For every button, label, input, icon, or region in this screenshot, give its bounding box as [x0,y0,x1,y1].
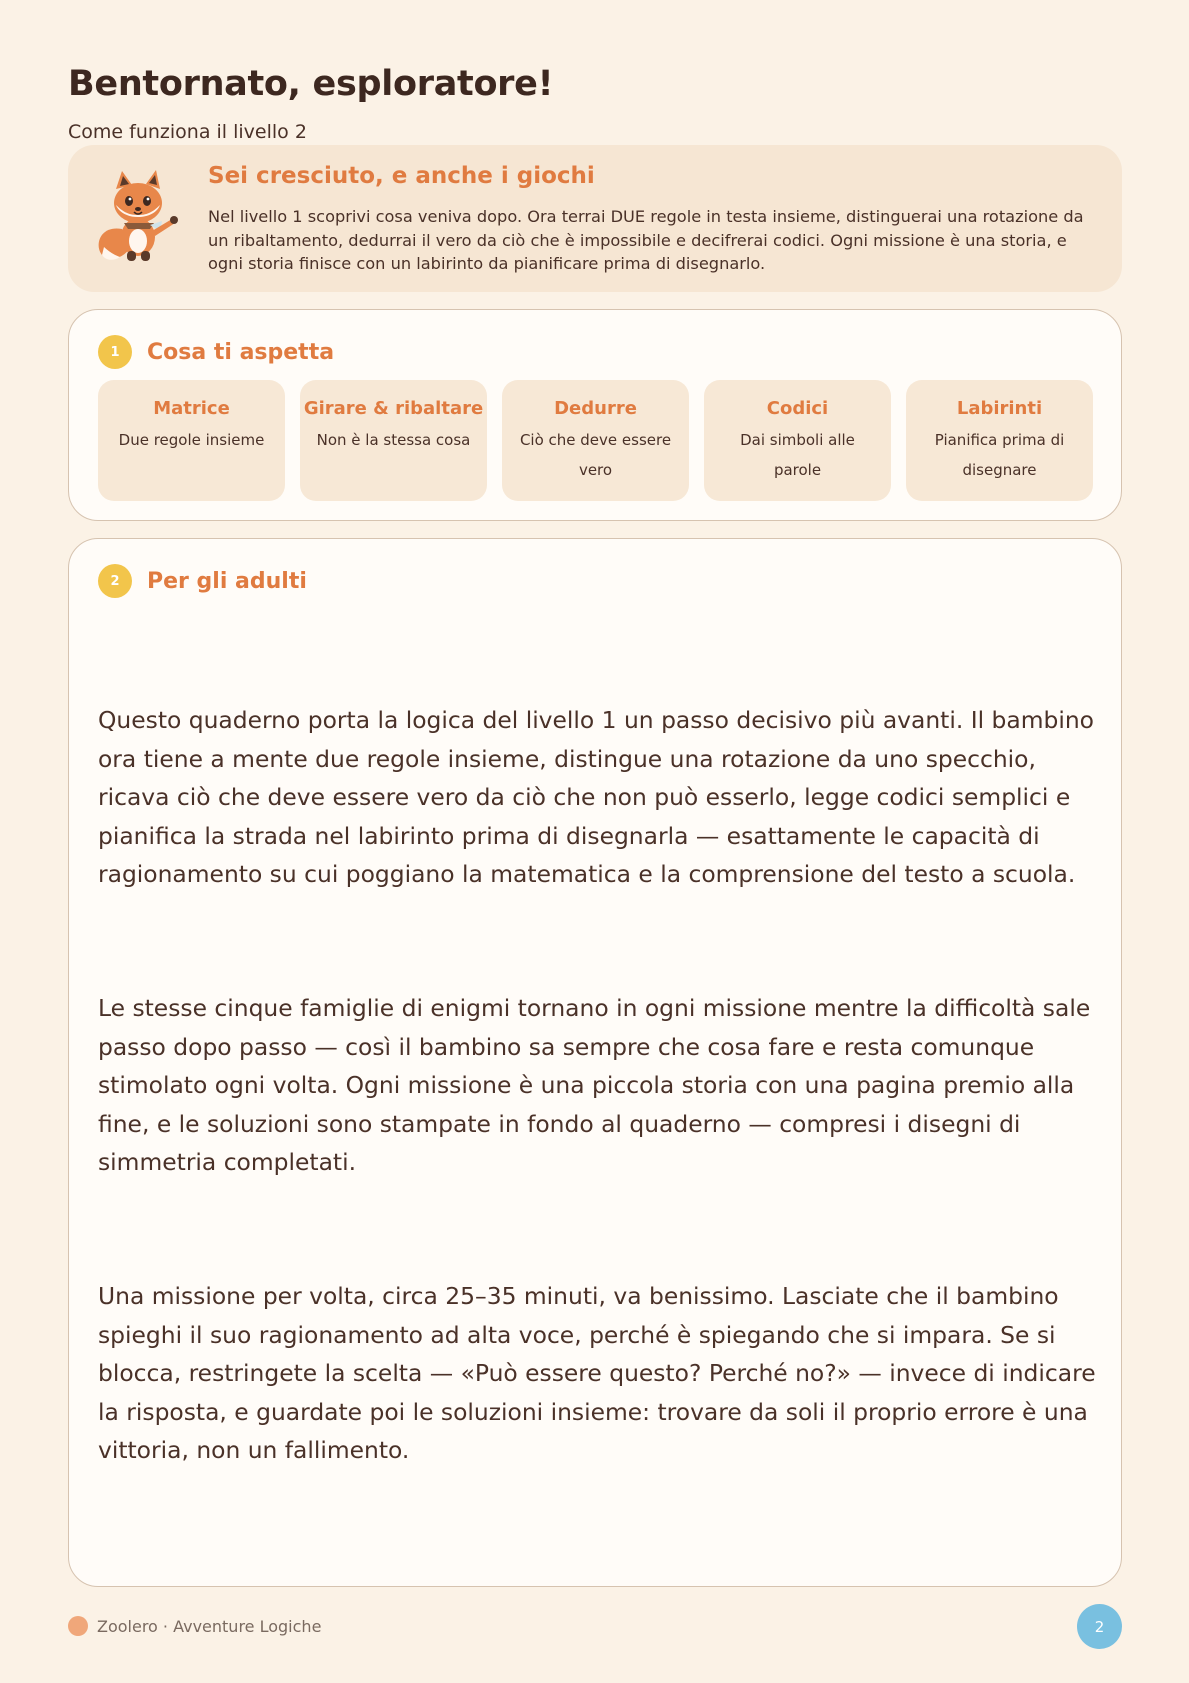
tile-labirinti [906,380,1093,501]
intro-text: Nel livello 1 scoprivi cosa veniva dopo. Ora terrai DUE regole in testa insieme, distinguerai una rotazione da un ribaltamento, dedurrai il vero da ciò che è impossibile e decifrerai codici. Ogni missione è una storia, e ogni storia finisce con un labirinto da pianificare prima di disegnarlo. [208,207,1084,273]
section-header [98,564,307,598]
tile-codici [704,380,891,501]
section-header [98,335,334,369]
page-subtitle: Come funziona il livello 2 [68,121,307,143]
section-number-badge: 1 [98,335,132,369]
fox-mascot-icon [92,167,188,265]
tile-title: Dedurre [554,398,637,419]
tile-text: Non è la stessa cosa [316,431,471,449]
section-title: Cosa ti aspetta [147,339,335,365]
page-title: Bentornato, esploratore! [68,64,554,104]
page-number-badge: 2 [1077,1604,1122,1649]
tile-text: Pianifica prima di disegnare [934,431,1065,479]
tile-title: Matrice [153,398,230,419]
adult-paragraph: Le stesse cinque famiglie di enigmi tornano in ogni missione mentre la difficoltà sale passo dopo passo — così il bambino sa sempre che cosa fare e resta comunque stimolato ogni volta. Ogni missione è una piccola storia con una pagina premio alla fine, e le soluzioni sono stampate in fondo al quaderno — compresi i disegni di simmetria completati. [98,994,1091,1177]
adult-paragraph: Questo quaderno porta la logica del livello 1 un passo decisivo più avanti. Il bambino ora tiene a mente due regole insieme, distingue una rotazione da uno specchio, ricava ciò che deve essere vero da ciò che non può esserlo, legge codici semplici e pianifica la strada nel labirinto prima di disegnarla — esattamente le capacità di ragionamento su cui poggiano la matematica e la comprensione del testo a scuola. [98,706,1094,889]
section-number-badge: 2 [98,564,132,598]
tile-title: Codici [766,398,829,419]
section-what-to-expect [68,309,1122,521]
tile-title: Labirinti [956,398,1043,419]
tile-girare-ribaltare [300,380,487,501]
brand-dot-icon [68,1616,88,1636]
adult-paragraph: Una missione per volta, circa 25–35 minuti, va benissimo. Lasciate che il bambino spieghi il suo ragionamento ad alta voce, perché è spiegando che si impara. Se si blocca, restringete la scelta — «Può essere questo? Perché no?» — invece di indicare la risposta, e guardate poi le soluzioni insieme: trovare da soli il proprio errore è una vittoria, non un fallimento. [98,1282,1096,1465]
footer [68,1616,321,1636]
tile-dedurre [502,380,689,501]
section-for-adults [68,538,1122,1587]
tile-text: Dai simboli alle parole [740,431,855,479]
intro-card [68,145,1122,292]
puzzle-family-tiles [98,380,1093,501]
tile-matrice [98,380,285,501]
tile-text: Due regole insieme [118,431,265,449]
intro-title: Sei cresciuto, e anche i giochi [208,163,595,189]
section-title: Per gli adulti [147,568,307,594]
tile-text: Ciò che deve essere vero [519,431,672,479]
tile-title: Girare & ribaltare [303,398,484,419]
footer-brand: Zoolero · Avventure Logiche [97,1616,322,1636]
